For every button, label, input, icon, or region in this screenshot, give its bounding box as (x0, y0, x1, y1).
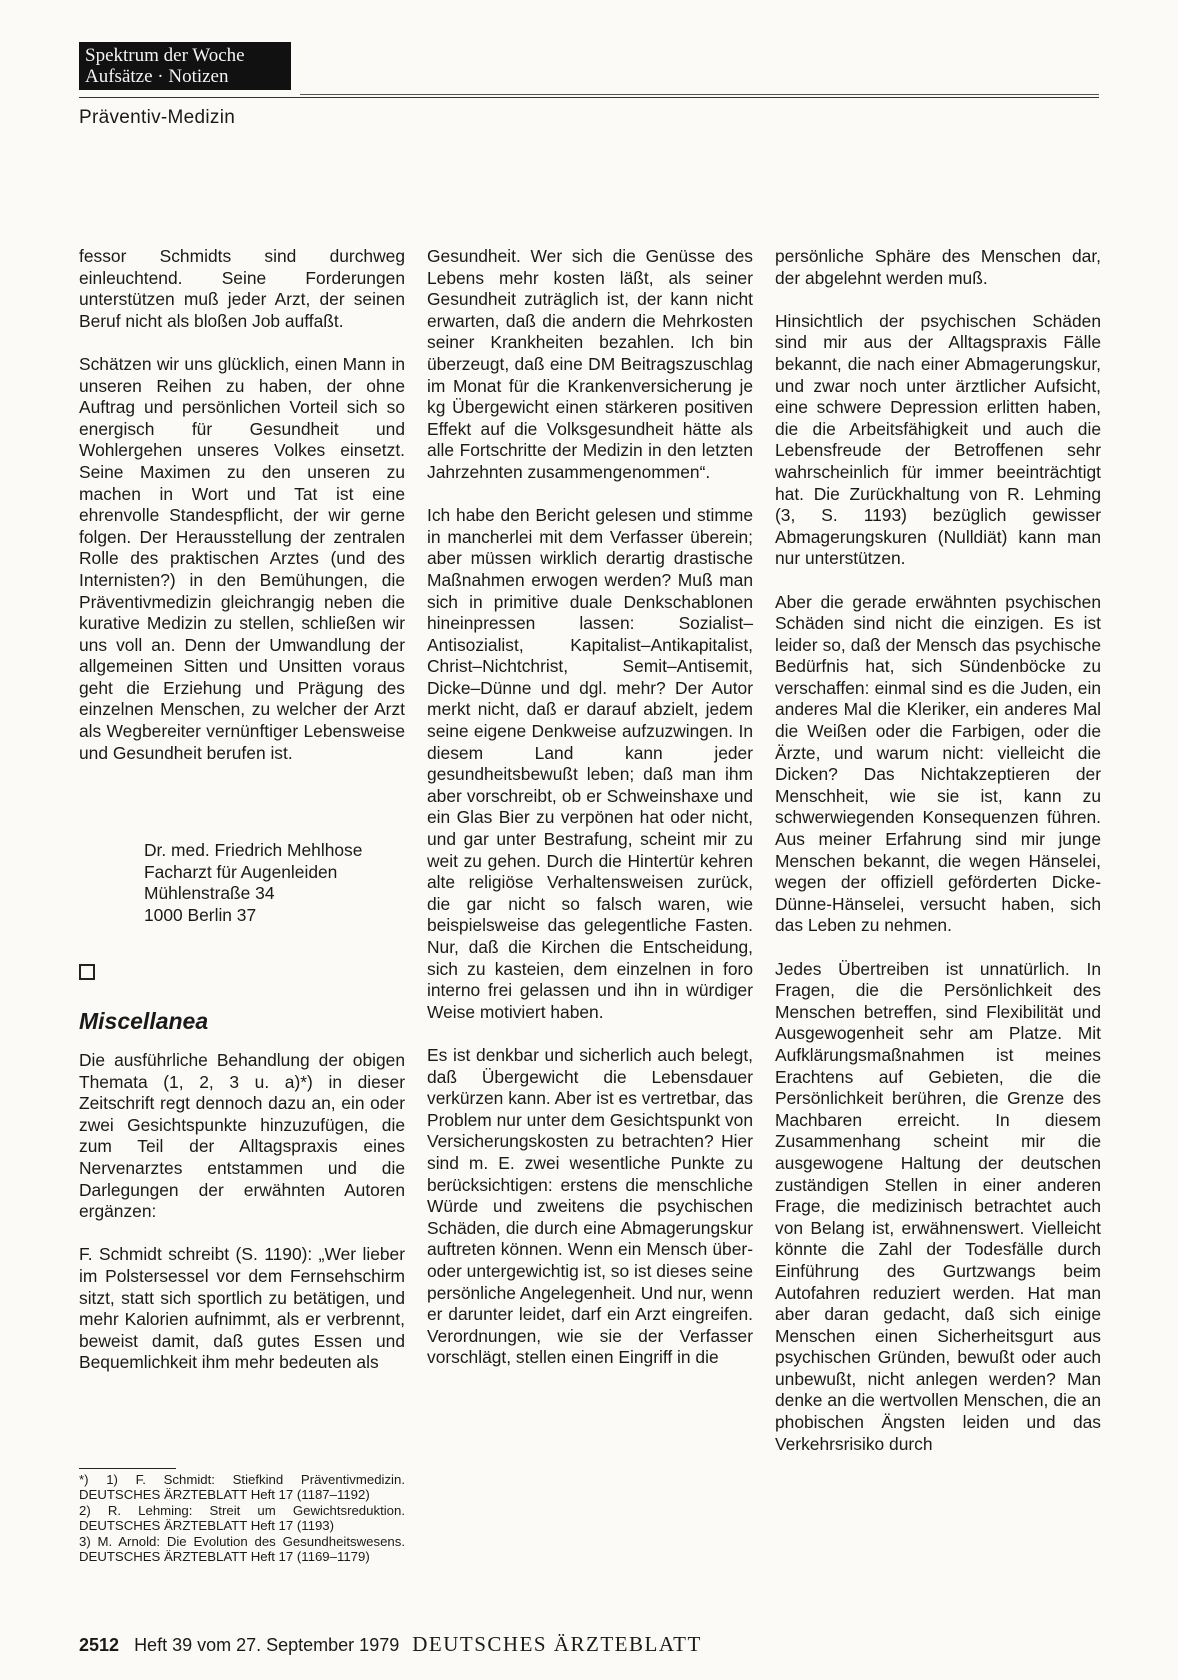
footnote: 3) M. Arnold: Die Evolution des Gesundheitswesens. DEUTSCHES ÄRZTEBLATT Heft 17 (1169–1179) (79, 1533, 405, 1565)
paragraph: Die ausführliche Behandlung der obigen Themata (1, 2, 3 u. a)*) in dieser Zeitschrift regt dennoch dazu an, ein oder zwei Gesichtspunkte hinzuzufügen, die zum Teil der Alltagspraxis eines Nervenarztes entstammen und die Darlegungen der erwähnten Autoren ergänzen: (79, 1050, 405, 1222)
paragraph: Gesundheit. Wer sich die Genüsse des Lebens mehr kosten läßt, als seiner Gesundheit zuträglich ist, der kann nicht erwarten, daß die andern die Mehrkosten seiner Krankheiten bezahlen. Ich bin überzeugt, daß eine DM Beitragszuschlag im Monat für die Krankenversicherung je kg Übergewicht einen stärkeren positiven Effekt auf die Volksgesundheit hätte als alle Fortschritte der Medizin in den letzten Jahrzehnten zusammengenommen“. (427, 246, 753, 482)
miscellanea-heading: Miscellanea (79, 1008, 209, 1034)
paragraph: Jedes Übertreiben ist unnatürlich. In Fragen, die die Persönlichkeit des Menschen betreffen, sind Flexibilität und Ausgewogenheit sehr am Platze. Mit Aufklärungsmaßnahmen ist meines Erachtens auf Gebieten, die die Persönlichkeit berühren, die Grenze des Machbaren erreicht. In diesem Zusammenhang scheint mir die ausgewogene Haltung der deutschen zuständigen Stellen in einer anderen Frage, die medizinisch betrachtet auch von Belang ist, erwähnenswert. Vielleicht könnte die Zahl der Todesfälle durch Einführung des Gurtzwangs beim Autofahren reduziert werden. Hat man aber daran gedacht, daß sich einige Menschen einen Sicherheitsgurt aus psychischen Gründen, bewußt oder auch unbewußt, nicht anlegen werden? Man denke an die wertvollen Menschen, die an phobischen Ängsten leiden und das Verkehrsrisiko durch (775, 958, 1101, 1454)
footnotes (79, 1472, 405, 1564)
author-name: Dr. med. Friedrich Mehlhose (144, 840, 363, 860)
header-line-2: Aufsätze · Notizen (85, 66, 229, 87)
paragraph: fessor Schmidts sind durchweg einleuchtend. Seine Forderungen unterstützen muß jeder Arzt, der seinen Beruf nicht als bloßen Job auffaßt. (79, 246, 405, 331)
page-number: 2512 (79, 1635, 120, 1655)
paragraph: Es ist denkbar und sicherlich auch belegt, daß Übergewicht die Lebensdauer verkürzen kann. Aber ist es vertretbar, das Problem nur unter dem Gesichtspunkt von Versicherungskosten zu betrachten? Hier sind m. E. zwei wesentliche Punkte zu berücksichtigen: erstens die menschliche Würde und zweitens die psychischen Schäden, die durch eine Abmagerungskur auftreten können. Wenn ein Mensch über- oder untergewichtig ist, so ist dieses seine persönliche Angelegenheit. Und nur, wenn er darunter leidet, darf ein Arzt eingreifen. Verordnungen, wie sie der Verfasser vorschlägt, stellen einen Eingriff in die (427, 1044, 753, 1368)
paragraph: F. Schmidt schreibt (S. 1190): „Wer lieber im Polstersessel vor dem Fernsehschirm sitzt, statt sich sportlich zu betätigen, und mehr Kalorien aufnimmt, als er verbrennt, beweist damit, daß gutes Essen und Bequemlichkeit ihm mehr bedeuten als (79, 1244, 405, 1373)
column-1 (79, 246, 405, 786)
section-header-box (79, 42, 291, 90)
header-rule-thin (300, 94, 1099, 95)
footnote-rule (79, 1468, 176, 1469)
header-line-1: Spektrum der Woche (85, 45, 245, 66)
page-footer (79, 1632, 702, 1657)
column-3 (775, 246, 1101, 1477)
end-of-article-box-icon (79, 964, 95, 980)
author-city: 1000 Berlin 37 (144, 904, 257, 925)
paragraph: Aber die gerade erwähnten psychischen Schäden sind nicht die einzigen. Es ist leider so, daß der Mensch das psychische Bedürfnis hat, sich Sündenböcke zu verschaffen: einmal sind es die Juden, ein anderes Mal die Kleriker, ein anderes Mal die Weißen oder die Farbigen, oder die Ärzte, und warum nicht: vielleicht die Dicken? Das Nichtakzeptieren der Menschheit, wie sie ist, kann zu schwerwiegenden Konsequenzen führen. Aus meiner Erfahrung sind mir junge Menschen bekannt, die wegen Hänselei, wegen der offiziell geförderten Dicke-Dünne-Hänselei, versucht haben, sich das Leben zu nehmen. (775, 591, 1101, 936)
footnote: 2) R. Lehming: Streit um Gewichtsreduktion. DEUTSCHES ÄRZTEBLATT Heft 17 (1193) (79, 1502, 405, 1534)
author-title: Facharzt für Augenleiden (144, 861, 338, 882)
author-signature (144, 840, 362, 926)
author-street: Mühlenstraße 34 (144, 883, 275, 904)
footnote: *) 1) F. Schmidt: Stiefkind Präventivmedizin. DEUTSCHES ÄRZTEBLATT Heft 17 (1187–1192) (79, 1472, 405, 1503)
paragraph: Hinsichtlich der psychischen Schäden sind mir aus der Alltagspraxis Fälle bekannt, die nach einer Abmagerungskur, und zwar noch unter ärztlicher Aufsicht, eine schwere Depression erlitten haben, die die Arbeitsfähigkeit und auch die Lebensfreude der Betroffenen sehr wahrscheinlich für immer beeinträchtigt hat. Die Zurückhaltung von R. Lehming (3, S. 1193) bezüglich gewisser Abmagerungskuren (Nulldiät) kann man nur unterstützen. (775, 310, 1101, 569)
header-rule (79, 97, 1099, 98)
paragraph: Ich habe den Bericht gelesen und stimme in mancherlei mit dem Verfasser überein; aber müssen wirklich derartig drastische Maßnahmen erwogen werden? Muß man sich in primitive duale Denkschablonen hineinpressen lassen: Sozialist–Antisozialist, Kapitalist–Antikapitalist, Christ–Nichtchrist, Semit–Antisemit, Dicke–Dünne und dgl. mehr? Der Autor merkt nicht, daß er darauf abzielt, jedem seine eigene Denkweise aufzuzwingen. In diesem Land kann jeder gesundheitsbewußt leben; daß man ihm aber vorschreibt, ob er Schweinshaxe und ein Glas Bier zu verpönen hat oder nicht, und gar unter Bestrafung, scheint mir zu weit zu gehen. Durch die Hintertür kehren alte religiöse Verhaltensweisen zurück, die gar nicht so falsch waren, wie beispielsweise das gelegentliche Fasten. Nur, daß die Kirchen die Entscheidung, sich zu kasteien, dem einzelnen in foro interno frei gelassen und ihn in würdiger Weise motiviert haben. (427, 505, 753, 1022)
paragraph: Schätzen wir uns glücklich, einen Mann in unseren Reihen zu haben, der ohne Auftrag und persönlichen Vorteil sich so energisch für Gesundheit und Wohlergehen unseres Volkes einsetzt. Seine Maximen zu den unseren zu machen in Wort und Tat ist eine ehrenvolle Standespflicht, der wir gerne folgen. Der Herausstellung der zentralen Rolle des praktischen Arztes (und des Internisten?) in den Bemühungen, die Präventivmedizin gleichrangig neben die kurative Medizin zu stellen, schließen wir uns voll an. Denn der Umwandlung der allgemeinen Sitten und Unsitten voraus geht die Erziehung und Prägung des einzelnen Menschen, zu welcher der Arzt als Wegbereiter vernünftiger Lebensweise und Gesundheit berufen ist. (79, 353, 405, 763)
issue-info: Heft 39 vom 27. September 1979 (134, 1635, 400, 1655)
section-title: Präventiv-Medizin (79, 107, 236, 128)
column-2 (427, 246, 753, 1390)
paragraph: persönliche Sphäre des Menschen dar, der abgelehnt werden muß. (775, 246, 1101, 288)
journal-name: DEUTSCHES ÄRZTEBLATT (412, 1632, 702, 1656)
miscellanea-text (79, 1050, 405, 1396)
